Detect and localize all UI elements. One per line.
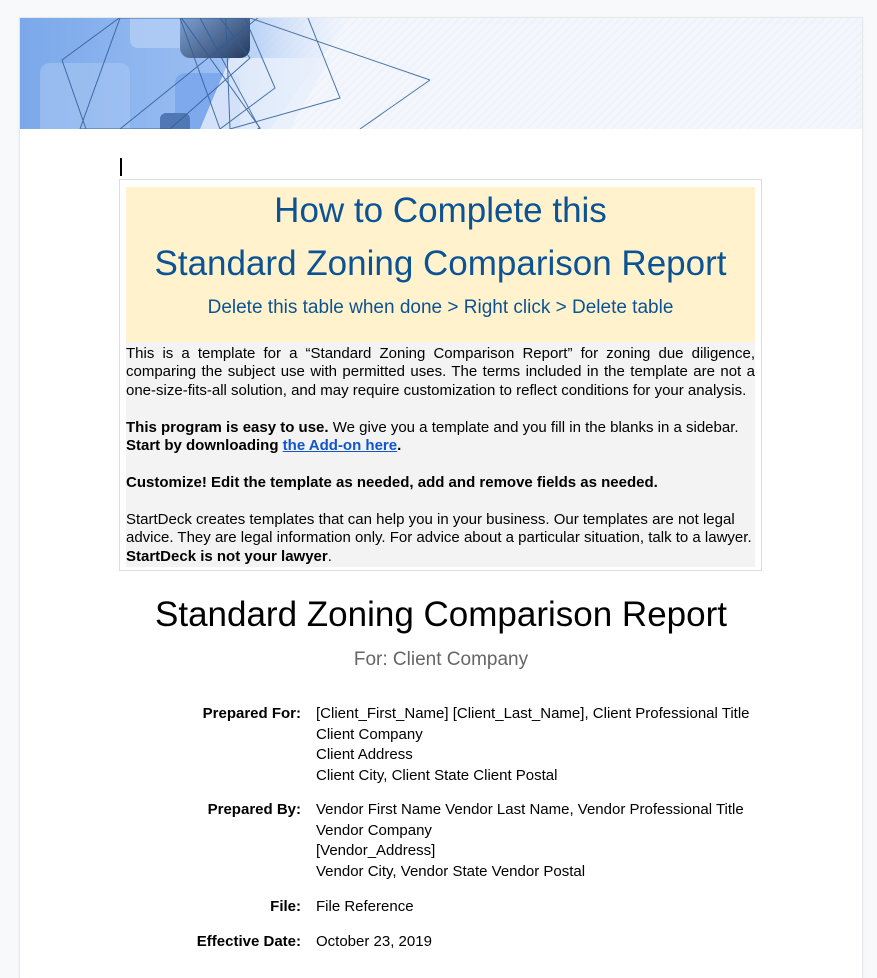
instructions-table[interactable] <box>119 179 762 571</box>
file-value: File Reference <box>316 898 414 915</box>
disclaimer-paragraph <box>126 511 755 566</box>
instructions-heading-line2: Standard Zoning Comparison Report <box>154 244 727 283</box>
prepared-by-label: Prepared By: <box>207 801 301 818</box>
client-address-line: Client Address <box>316 746 413 763</box>
addon-link[interactable]: the Add-on here <box>282 437 398 455</box>
instructions-subheading: Delete this table when done > Right click > Delete table <box>207 297 674 318</box>
prepared-for-label: Prepared For: <box>202 705 301 722</box>
customize-paragraph <box>126 474 755 492</box>
vendor-name-line: Vendor First Name Vendor Last Name, Vendor Professional Title <box>316 801 744 818</box>
vendor-address-line: [Vendor_Address] <box>316 842 436 859</box>
header-banner-image <box>20 18 862 129</box>
effective-date-value: October 23, 2019 <box>316 933 432 950</box>
abstract-squares-icon <box>20 18 862 129</box>
intro-paragraph: This is a template for a “Standard Zoning Comparison Report” for zoning due diligence, comparing the subject use with permitted uses. The terms included in the template are not a one-size-fits-all solution, and may require customization to reflect conditions for your analysis. <box>126 345 755 399</box>
client-company-line: Client Company <box>316 725 423 743</box>
easy-to-use-bold: This program is easy to use. <box>126 419 329 436</box>
text-cursor <box>120 158 122 176</box>
prepared-for-values <box>316 704 750 786</box>
prepared-by-values <box>316 800 744 882</box>
start-by-downloading: Start by downloading <box>126 437 283 455</box>
effective-date-label: Effective Date: <box>196 933 301 950</box>
file-label: File: <box>270 898 301 915</box>
disclaimer-text: StartDeck creates templates that can help you in your business. Our templates are not legal advice. They are legal information only. For advice about a particular situation, talk to a lawyer. <box>126 511 752 547</box>
client-city-line: Client City, Client State Client Postal <box>316 766 558 784</box>
report-subtitle: For: Client Company <box>353 649 529 670</box>
easy-to-use-paragraph <box>126 419 755 456</box>
instructions-header-cell[interactable] <box>126 187 755 342</box>
vendor-city-line: Vendor City, Vendor State Vendor Postal <box>316 862 586 880</box>
document-page[interactable] <box>20 18 862 978</box>
period: . <box>397 437 402 455</box>
easy-to-use-text: We give you a template and you fill in the blanks in a sidebar. <box>328 419 739 436</box>
disclaimer-period: . <box>327 547 332 565</box>
vendor-company-line: Vendor Company <box>316 821 432 839</box>
not-your-lawyer-bold: StartDeck is not your lawyer <box>126 547 328 565</box>
report-title: Standard Zoning Comparison Report <box>155 595 727 634</box>
instructions-body-cell[interactable] <box>126 342 755 567</box>
client-name-line: [Client_First_Name] [Client_Last_Name], Client Professional Title <box>316 705 750 722</box>
customize-text: Customize! Edit the template as needed, add and remove fields as needed. <box>126 474 658 491</box>
instructions-heading-line1: How to Complete this <box>274 191 607 230</box>
